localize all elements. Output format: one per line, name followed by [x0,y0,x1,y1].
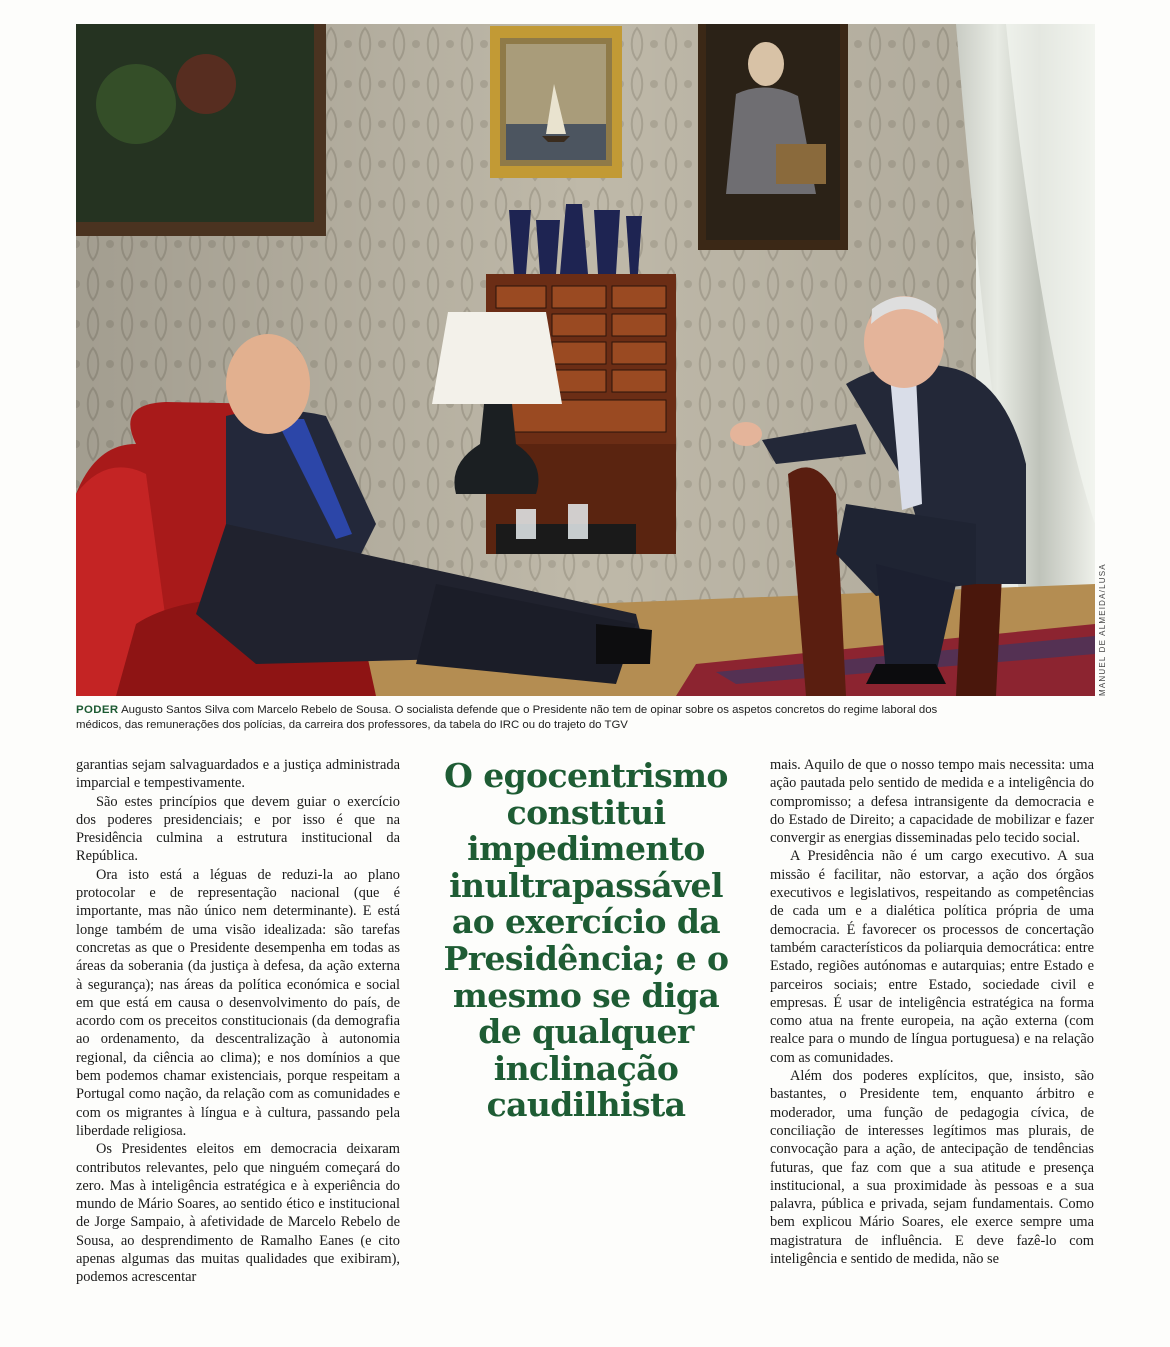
caption-kicker: PODER [76,704,119,716]
paragraph: A Presidência não é um cargo executivo. A sua missão é facilitar, não estorvar, a ação dos órgãos executivos e legislativos, respeitando as competências de cada um e a dialética política própria de uma democracia. É favorecer os processos de concertação também característicos da poliarquia democrática: entre Estado, regiões autónomas e autarquias; entre Estado e parceiros sociais; entre Estado, sociedade civil e empresas. É usar de inteligência estratégica na forma como atua na frente europeia, na ação externa (com realce para o mundo de língua portuguesa) e na relação com as comunidades. [770,848,1094,1066]
paragraph: Além dos poderes explícitos, que, insisto, são bastantes, o Presidente tem, enquanto árbitro e moderador, uma função de pedagogia cívica, de conciliação de interesses legítimos mas plurais, de convocação para a ação, de antecipação de tendências futuras, que faz com que a sua atitude e presença institucional, a sua proximidade às pessoas e a sua palavra, pública e privada, sejam fundamentais. Como bem explicou Mário Soares, ele exerce sempre uma magistratura de influência. E deve fazê-lo com inteligência e sentido de medida, não se [770,1068,1094,1268]
photo-illustration-icon [76,24,1095,696]
paragraph: mais. Aquilo de que o nosso tempo mais necessita: uma ação pautada pelo sentido de medida e a inteligência do compromisso; a defesa intransigente da democracia e do Estado de Direito; a capacidade de mobilizar e fazer convergir as energias disseminadas pelo tecido social. [770,757,1094,847]
article-column-right [770,756,1094,1268]
caption-text: Augusto Santos Silva com Marcelo Rebelo de Sousa. O socialista defende que o Presidente não tem de opinar sobre os aspetos concretos do regime laboral dos médicos, das remunerações dos polícias, da carreira dos professores, da tabela do IRC ou do trajeto do TGV [76,704,938,731]
photo-credit: MANUEL DE ALMEIDA/LUSA [1098,563,1107,696]
paragraph: Ora isto está a léguas de reduzi-la ao plano protocolar e de representação nacional (que é importante, mas não único nem determinante). E está longe também de uma visão idealizada: são tarefas concretas as que o Presidente desempenha em todas as áreas da soberania (da justiça à defesa, da ação externa à segurança); nas áreas da política económica e social em que está em causa o desenvolvimento do país, de acordo com os preceitos constitucionais (da demografia ao ordenamento, da descentralização à autonomia regional, da ciência ao clima); e nos domínios a que bem podemos chamar existenciais, porque respeitam a Portugal como nação, da relação com as comunidades e com os migrantes à língua e à cultura, passando pela liberdade religiosa. [76,866,400,1139]
paragraph: São estes princípios que devem guiar o exercício dos poderes presidenciais; e por isso é que na Presidência culmina a estrutura institucional da República. [76,793,400,865]
paragraph: Os Presidentes eleitos em democracia deixaram contributos relevantes, pelo que ninguém começará do zero. Mas à inteligência estratégica e à experiência do mundo de Mário Soares, ao sentido ético e institucional de Jorge Sampaio, à afetividade de Marcelo Rebelo de Sousa, ao desprendimento de Ramalho Eanes (e cito apenas algumas das muitas qualidades que exibiram), podemos acrescentar [76,1141,400,1286]
pull-quote: O egocentrismo constitui impedimento inultrapassável ao exercício da Presidência; e o mesmo se diga de qualquer inclinação caudilhista [443,756,729,1125]
article-column-left [76,756,400,1287]
paragraph: garantias sejam salvaguardados e a justiça administrada imparcial e tempestivamente. [76,757,400,792]
photo-caption [76,703,976,733]
article-photo [76,24,1095,696]
